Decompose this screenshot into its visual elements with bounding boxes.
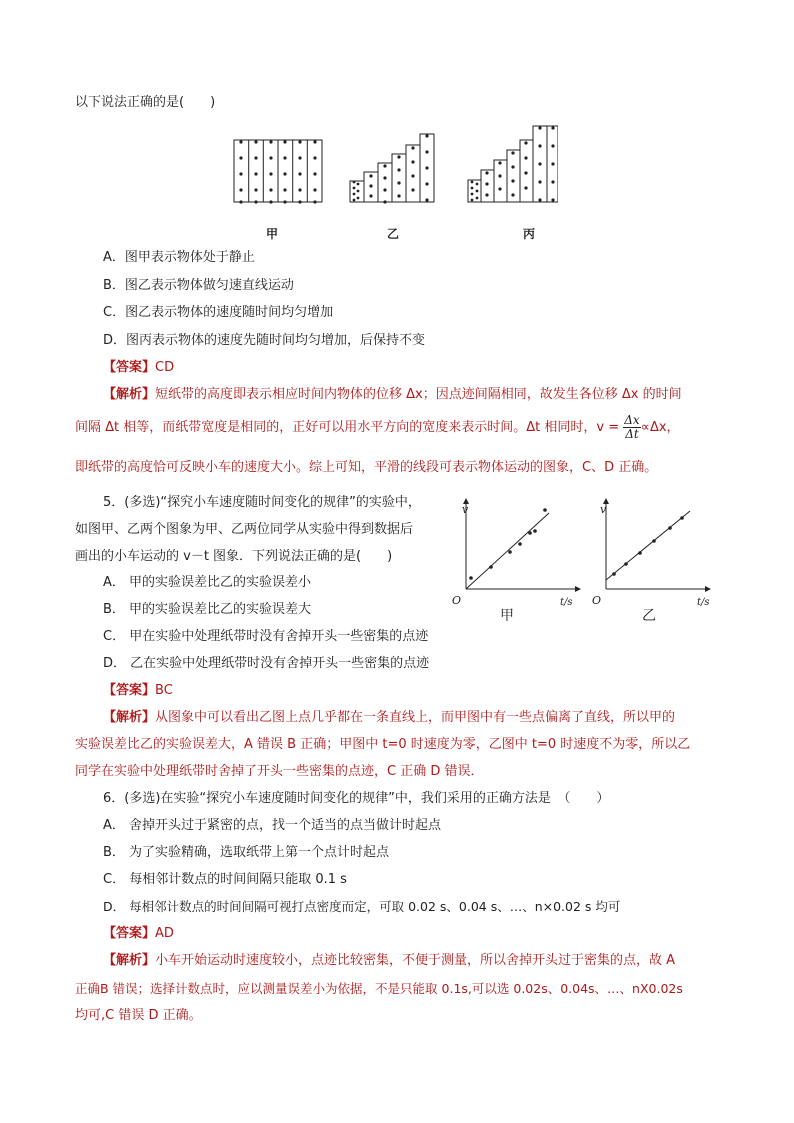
fraction-denominator: Δt	[625, 427, 639, 441]
graph-yi-origin: O	[592, 594, 602, 607]
answer-value: AD	[155, 926, 174, 941]
caption-jia: 甲	[266, 227, 279, 241]
q6-option-b: B． 为了实验精确，选取纸带上第一个点计时起点	[103, 845, 390, 860]
q5-option-d: D． 乙在实验中处理纸带时没有舍掉开头一些密集的点迹	[103, 656, 430, 671]
q6-option-a: A． 舍掉开头过于紧密的点，找一个适当的点当做计时起点	[103, 818, 442, 833]
q6-analysis-line-2: 正确B 错误；选择计数点时，应以测量误差小为依据，不是只能取 0.1s,可以选 0.02s、0.04s、…、nX0.02s	[75, 981, 683, 996]
vt-graph-jia	[466, 501, 578, 589]
analysis-tag: 【解析】	[103, 387, 156, 402]
analysis-text: 小车开始运动时速度较小，点迹比较密集，不便于测量，所以舍掉开头过于密集的点，故 A	[155, 953, 676, 968]
graph-jia-v-label: v	[462, 503, 469, 516]
analysis-text: 间隔 Δt 相等，而纸带宽度是相同的，正好可以用水平方向的宽度来表示时间。Δt 相同时，v =	[75, 420, 624, 435]
fraction-numerator: Δx	[624, 413, 640, 427]
answer-value: BC	[155, 683, 173, 698]
q4-option-b: B．图乙表示物体做匀速直线运动	[103, 278, 294, 293]
graph-jia-t-label: t/s	[560, 597, 573, 608]
q5-analysis-line-1	[103, 709, 675, 727]
bing-dots	[471, 126, 555, 201]
q4-option-a: A．图甲表示物体处于静止	[103, 250, 255, 265]
q6-analysis-line-3: 均可,C 错误 D 正确。	[75, 1008, 202, 1023]
tape-figures	[228, 120, 558, 210]
analysis-tag: 【解析】	[103, 710, 156, 725]
analysis-text: 从图象中可以看出乙图上点几乎都在一条直线上，而甲图中有一些点偏离了直线，所以甲的	[155, 710, 676, 725]
tape-figure-yi	[350, 134, 434, 202]
graph-yi-t-label: t/s	[697, 597, 710, 608]
q6-stem: 6．(多选)在实验“探究小车速度随时间变化的规律”中，我们采用的正确方法是 （ ）	[103, 791, 610, 806]
q4-option-d: D．图丙表示物体的速度先随时间均匀增加，后保持不变	[103, 333, 426, 348]
q5-option-c: C． 甲在实验中处理纸带时没有舍掉开头一些密集的点迹	[103, 629, 429, 644]
q4-option-c: C．图乙表示物体的速度随时间均匀增加	[103, 305, 334, 320]
q4-answer	[103, 359, 174, 377]
graph-caption-yi: 乙	[642, 608, 656, 624]
q6-option-d: D． 每相邻计数点的时间间隔可视打点密度而定，可取 0.02 s、0.04 s、…、n×0.02 s 均可	[103, 899, 621, 914]
fraction-dx-dt	[623, 414, 640, 441]
graph-jia-origin: O	[452, 594, 462, 607]
caption-yi: 乙	[387, 227, 400, 241]
q5-option-b: B． 甲的实验误差比乙的实验误差大	[103, 602, 312, 617]
caption-bing: 丙	[523, 227, 536, 241]
q5-stem-line-1: 5．(多选)“探究小车速度随时间变化的规律”的实验中，	[103, 495, 421, 510]
answer-tag: 【答案】	[103, 926, 156, 941]
q6-analysis-line-1	[103, 952, 675, 970]
q5-analysis-line-2: 实验误差比乙的实验误差大，A 错误 B 正确；甲图中 t=0 时速度为零，乙图中 t=0 时速度不为零，所以乙	[75, 737, 691, 752]
graph-yi-v-label: v	[600, 503, 607, 516]
q5-stem-line-2: 如图甲、乙两个图象为甲、乙两位同学从实验中得到数据后	[75, 522, 414, 537]
analysis-tag: 【解析】	[103, 953, 156, 968]
q6-option-c: C． 每相邻计数点的时间间隔只能取 0.1 s	[103, 872, 347, 887]
q5-analysis-line-3: 同学在实验中处理纸带时舍掉了开头一些密集的点迹，C 正确 D 错误．	[75, 764, 484, 779]
graph-caption-jia: 甲	[500, 608, 514, 624]
q4-analysis-line-3: 即纸带的高度恰可反映小车的速度大小。综上可知，平滑的线段可表示物体运动的图象，C、D 正确。	[75, 460, 658, 475]
vt-graphs	[448, 497, 718, 627]
answer-value: CD	[155, 360, 175, 375]
q4-stem: 以下说法正确的是( )	[75, 95, 216, 110]
q5-stem-line-3: 画出的小车运动的 v－t 图象．下列说法正确的是( )	[75, 549, 393, 564]
q6-answer	[103, 925, 174, 943]
analysis-text: ∝Δx，	[640, 420, 680, 435]
answer-tag: 【答案】	[103, 360, 156, 375]
tape-figure-jia	[234, 140, 322, 202]
q4-analysis-line-2	[75, 414, 680, 441]
answer-tag: 【答案】	[103, 683, 156, 698]
q4-analysis-line-1	[103, 386, 682, 404]
tape-figure-bing	[468, 126, 558, 202]
vt-graph-yi	[606, 501, 708, 589]
q5-answer	[103, 682, 173, 700]
q5-option-a: A． 甲的实验误差比乙的实验误差小	[103, 575, 312, 590]
analysis-text: 短纸带的高度即表示相应时间内物体的位移 Δx；因点迹间隔相同，故发生各位移 Δx 的时间	[155, 387, 682, 402]
